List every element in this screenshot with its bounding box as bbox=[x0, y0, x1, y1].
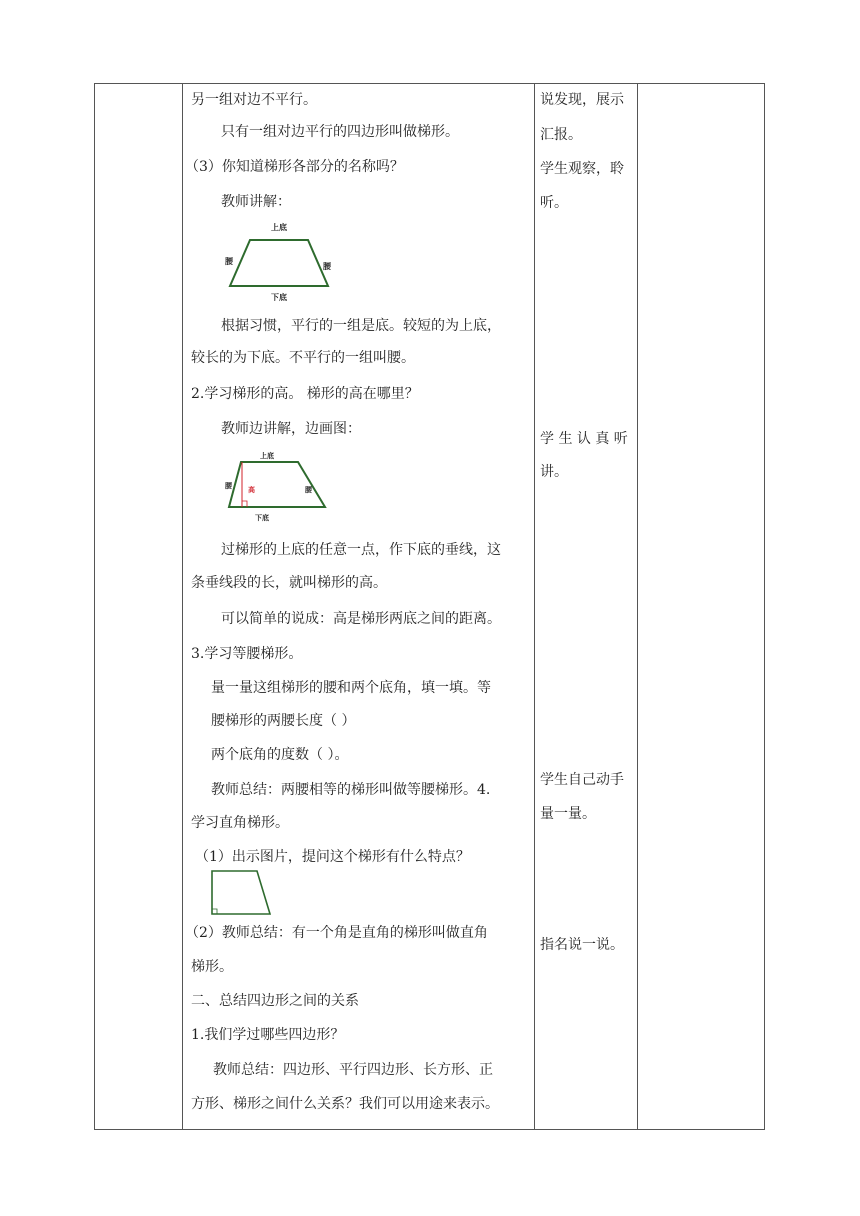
process-line: 根据习惯，平行的一组是底。较短的为上底， bbox=[221, 318, 501, 334]
process-line: 可以简单的说成：高是梯形两底之间的距离。 bbox=[221, 611, 501, 627]
student-line: 说发现，展示 bbox=[540, 92, 624, 108]
process-line: 腰梯形的两腰长度（ ） bbox=[211, 713, 356, 729]
top-base-label: 上底 bbox=[260, 452, 274, 460]
right-leg-label: 腰 bbox=[323, 262, 331, 271]
student-line: 量一量。 bbox=[540, 806, 596, 822]
trapezoid-shape bbox=[230, 240, 328, 286]
process-line: 教师总结：两腰相等的梯形叫做等腰梯形。4. bbox=[211, 782, 491, 798]
process-line: 二、总结四边形之间的关系 bbox=[191, 993, 359, 1009]
process-line: 教师总结：四边形、平行四边形、长方形、正 bbox=[213, 1062, 493, 1078]
process-line: 3.学习等腰梯形。 bbox=[191, 646, 303, 662]
column-divider-2 bbox=[534, 84, 535, 1129]
right-trapezoid-shape bbox=[212, 871, 270, 914]
student-line: 汇报。 bbox=[540, 127, 582, 143]
student-line: 指名说一说。 bbox=[540, 937, 624, 953]
student-line: 学生观察，聆 bbox=[540, 161, 624, 177]
process-line: 较长的为下底。不平行的一组叫腰。 bbox=[191, 350, 415, 366]
process-line: 只有一组对边平行的四边形叫做梯形。 bbox=[221, 124, 459, 140]
process-line: 教师边讲解，边画图： bbox=[221, 421, 361, 437]
process-line: 另一组对边不平行。 bbox=[191, 92, 317, 108]
process-line: 条垂线段的长，就叫梯形的高。 bbox=[191, 575, 387, 591]
height-label: 高 bbox=[248, 486, 255, 494]
student-line: 听。 bbox=[540, 195, 568, 211]
column-divider-1 bbox=[182, 84, 183, 1129]
student-line: 学 生 认 真 听 bbox=[540, 431, 628, 447]
process-line: 量一量这组梯形的腰和两个底角，填一填。等 bbox=[211, 680, 491, 696]
top-base-label: 上底 bbox=[271, 223, 287, 232]
right-leg-label: 腰 bbox=[305, 486, 312, 494]
right-trapezoid-figure bbox=[208, 868, 274, 918]
trapezoid-parts-figure bbox=[222, 218, 342, 306]
trapezoid-height-figure bbox=[222, 448, 342, 526]
process-line: 方形、梯形之间什么关系？我们可以用途来表示。 bbox=[191, 1096, 499, 1112]
process-line: （1）出示图片，提问这个梯形有什么特点？ bbox=[195, 849, 470, 865]
student-line: 讲。 bbox=[540, 464, 568, 480]
left-leg-label: 腰 bbox=[225, 482, 232, 490]
process-line: 1.我们学过哪些四边形？ bbox=[191, 1027, 345, 1043]
process-line: 过梯形的上底的任意一点，作下底的垂线，这 bbox=[221, 542, 501, 558]
column-divider-3 bbox=[637, 84, 638, 1129]
bottom-base-label: 下底 bbox=[255, 514, 269, 522]
process-line: 梯形。 bbox=[191, 959, 233, 975]
process-line: 2.学习梯形的高。 梯形的高在哪里？ bbox=[191, 386, 419, 402]
process-line: （2）教师总结：有一个角是直角的梯形叫做直角 bbox=[185, 925, 488, 941]
student-line: 学生自己动手 bbox=[540, 772, 624, 788]
process-line: 学习直角梯形。 bbox=[191, 815, 289, 831]
process-line: （3）你知道梯形各部分的名称吗？ bbox=[185, 159, 404, 175]
process-line: 教师讲解： bbox=[221, 194, 291, 210]
process-line: 两个底角的度数（ ）。 bbox=[211, 747, 349, 763]
left-leg-label: 腰 bbox=[225, 257, 233, 266]
bottom-base-label: 下底 bbox=[271, 293, 287, 302]
trapezoid-shape bbox=[229, 462, 325, 507]
